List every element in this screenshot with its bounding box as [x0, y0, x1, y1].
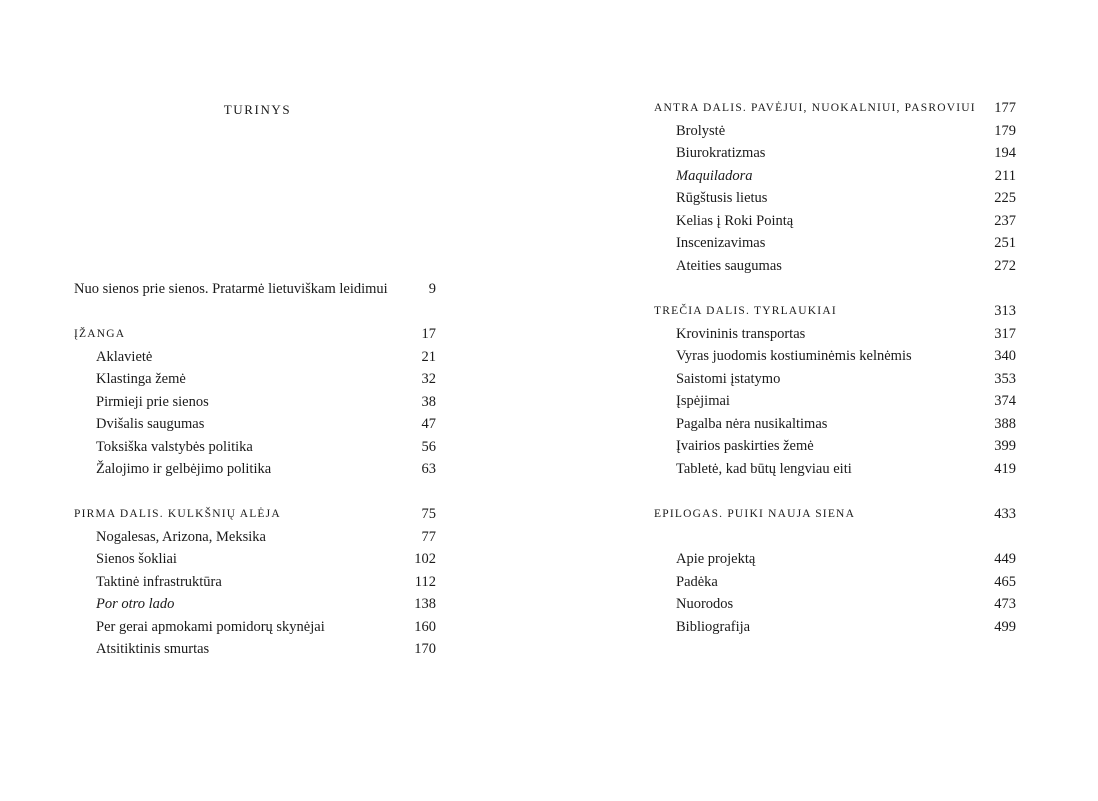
toc-entry — [74, 436, 436, 459]
toc-entry — [74, 458, 436, 481]
toc-section-page: 17 — [421, 326, 436, 342]
right-page — [549, 0, 1098, 801]
toc-entry-label: Vyras juodomis kostiuminėmis kelnėmis — [676, 348, 912, 364]
toc-entry-label: Brolystė — [676, 122, 726, 139]
toc-entry-label: Toksiška valstybės politika — [96, 438, 253, 455]
part3-section — [654, 300, 1016, 480]
toc-entry-page: 353 — [994, 370, 1016, 387]
toc-entry — [654, 142, 1016, 165]
toc-entry-preface — [74, 278, 436, 301]
toc-entry — [74, 571, 436, 594]
toc-entry — [654, 187, 1016, 210]
toc-entry — [74, 391, 436, 414]
toc-entry — [74, 593, 436, 616]
toc-entry-page: 138 — [414, 596, 436, 612]
toc-entry-label: Ateities saugumas — [676, 257, 782, 274]
toc-entry — [74, 526, 436, 549]
toc-entry — [654, 593, 1016, 616]
toc-entry-label: Por otro lado — [96, 596, 175, 612]
part2-section — [654, 97, 1016, 277]
toc-entry-page: 63 — [421, 461, 436, 477]
toc-entry-label: Įspėjimai — [676, 393, 730, 409]
toc-entry-label: Nuo sienos prie sienos. Pratarmė lietuviškam leidimui — [74, 281, 388, 297]
toc-entry-label: Bibliografija — [676, 618, 751, 635]
toc-section-page: 177 — [994, 100, 1016, 116]
toc-entry-label: Maquiladora — [676, 167, 753, 184]
toc-entry-page: 211 — [994, 167, 1016, 184]
toc-section-label: ANTRA DALIS. PAVĖJUI, NUOKALNIUI, PASROVIUI — [654, 102, 976, 114]
toc-entry-label: Inscenizavimas — [676, 235, 766, 251]
toc-entry — [654, 232, 1016, 255]
intro-section — [74, 323, 436, 481]
toc-entry — [654, 368, 1016, 391]
toc-entry-page: 21 — [421, 348, 436, 365]
toc-entry-page: 449 — [994, 551, 1016, 567]
toc-entry-page: 237 — [994, 212, 1016, 229]
toc-entry — [74, 368, 436, 391]
toc-entry-page: 374 — [994, 393, 1016, 409]
toc-entry-page: 399 — [994, 438, 1016, 454]
toc-entry-label: Aklavietė — [96, 348, 153, 365]
toc-entry-page: 473 — [994, 596, 1016, 612]
toc-entry — [654, 571, 1016, 594]
toc-entry-label: Rūgštusis lietus — [676, 190, 768, 206]
toc-section-page: 433 — [994, 506, 1016, 522]
epilogue-section — [654, 503, 1016, 526]
toc-entry-page: 465 — [994, 573, 1016, 590]
toc-title: TURINYS — [223, 102, 292, 117]
toc-section-heading-part2 — [654, 97, 1016, 120]
toc-entry-page: 499 — [994, 618, 1016, 635]
toc-section-heading-intro — [74, 323, 436, 346]
toc-entry — [654, 120, 1016, 143]
toc-entry-label: Taktinė infrastruktūra — [96, 573, 222, 590]
toc-entry-page: 77 — [421, 528, 436, 545]
toc-section-label: TREČIA DALIS. TYRLAUKIAI — [654, 305, 837, 317]
toc-section-label: ĮŽANGA — [74, 328, 126, 340]
toc-entry-label: Padėka — [676, 573, 718, 590]
toc-entry-label: Saistomi įstatymo — [676, 370, 781, 387]
toc-entry-label: Kelias į Roki Pointą — [676, 212, 794, 229]
toc-entry-label: Klastinga žemė — [96, 371, 186, 387]
toc-entry-page: 194 — [994, 145, 1016, 161]
toc-entry — [654, 390, 1016, 413]
toc-entry-page: 9 — [428, 281, 436, 297]
back-matter-section — [654, 548, 1016, 638]
toc-entry-label: Per gerai apmokami pomidorų skynėjai — [96, 618, 325, 635]
toc-entry — [74, 548, 436, 571]
toc-entry — [654, 210, 1016, 233]
toc-entry-label: Nuorodos — [676, 596, 734, 612]
toc-entry — [654, 345, 1016, 368]
toc-section-page: 313 — [994, 303, 1016, 319]
toc-entry — [654, 165, 1016, 188]
toc-entry-page: 225 — [994, 190, 1016, 206]
toc-entry-page: 170 — [414, 641, 436, 657]
toc-section-heading-epilogue — [654, 503, 1016, 526]
toc-section-heading-part3 — [654, 300, 1016, 323]
toc-entry-page: 388 — [994, 415, 1016, 432]
toc-entry-label: Pirmieji prie sienos — [96, 393, 209, 410]
toc-entry — [654, 435, 1016, 458]
toc-section-label: PIRMA DALIS. KULKŠNIŲ ALĖJA — [74, 508, 281, 520]
toc-entry-page: 38 — [421, 393, 436, 410]
toc-entry — [654, 548, 1016, 571]
toc-entry-label: Apie projektą — [676, 551, 756, 567]
toc-entry-page: 56 — [421, 438, 436, 455]
toc-entry — [74, 346, 436, 369]
toc-entry-page: 112 — [414, 573, 436, 590]
preface-entry-block — [74, 278, 436, 301]
toc-entry-label: Krovininis transportas — [676, 325, 806, 342]
toc-entry — [654, 616, 1016, 639]
toc-section-heading-part1 — [74, 503, 436, 526]
toc-entry-label: Atsitiktinis smurtas — [96, 641, 210, 657]
toc-entry-page: 47 — [421, 416, 436, 432]
toc-entry-page: 340 — [994, 348, 1016, 364]
toc-entry-label: Įvairios paskirties žemė — [676, 438, 814, 454]
toc-entry-label: Sienos šokliai — [96, 551, 177, 567]
toc-section-label: EPILOGAS. PUIKI NAUJA SIENA — [654, 508, 856, 520]
toc-entry — [654, 323, 1016, 346]
toc-entry-page: 32 — [421, 371, 436, 387]
toc-entry-label: Nogalesas, Arizona, Meksika — [96, 528, 266, 545]
toc-entry-label: Biurokratizmas — [676, 145, 766, 161]
toc-entry — [74, 616, 436, 639]
toc-entry-page: 251 — [994, 235, 1016, 251]
toc-entry-page: 179 — [994, 122, 1016, 139]
toc-entry — [74, 413, 436, 436]
toc-entry-page: 102 — [414, 551, 436, 567]
toc-entry — [654, 413, 1016, 436]
toc-entry — [654, 255, 1016, 278]
toc-entry — [74, 638, 436, 661]
toc-entry-label: Tabletė, kad būtų lengviau eiti — [676, 460, 852, 477]
toc-entry-page: 160 — [414, 618, 436, 635]
toc-entry — [654, 458, 1016, 481]
toc-entry-page: 419 — [994, 460, 1016, 477]
toc-entry-label: Dvišalis saugumas — [96, 416, 205, 432]
toc-section-page: 75 — [421, 506, 436, 522]
toc-entry-page: 272 — [994, 257, 1016, 274]
toc-entry-label: Pagalba nėra nusikaltimas — [676, 415, 828, 432]
part1-section — [74, 503, 436, 661]
toc-entry-label: Žalojimo ir gelbėjimo politika — [96, 461, 272, 477]
toc-entry-page: 317 — [994, 325, 1016, 342]
